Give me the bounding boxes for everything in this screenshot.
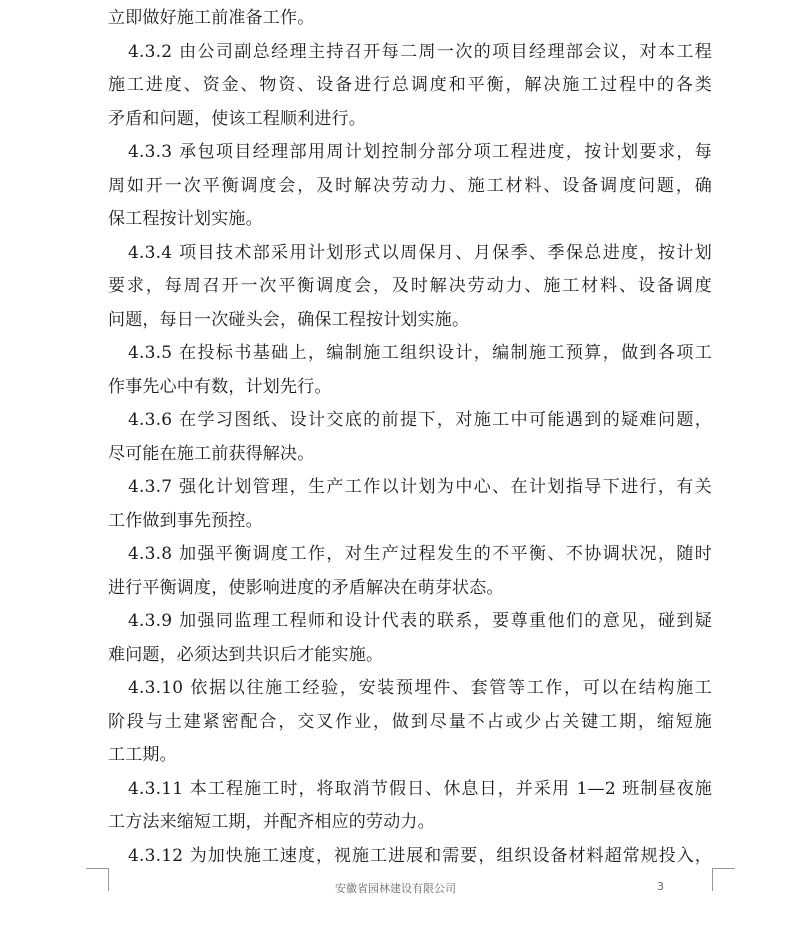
paragraph-line: 难问题，必须达到共识后才能实施。 — [108, 644, 384, 665]
paragraph-line: 4.3.7 强化计划管理，生产工作以计划为中心、在计划指导下进行，有关 — [128, 477, 712, 497]
paragraph-line: 4.3.2 由公司副总经理主持召开每二周一次的项目经理部会议，对本工程 — [128, 41, 712, 62]
paragraph-line: 工工期。 — [108, 745, 177, 765]
paragraph-line: 阶段与土建紧密配合，交叉作业，做到尽量不占或少占关键工期，缩短施 — [108, 711, 712, 732]
paragraph-line: 4.3.9 加强同监理工程师和设计代表的联系，要尊重他们的意见，碰到疑 — [128, 611, 712, 631]
page-footer — [0, 878, 793, 898]
paragraph-line: 4.3.10 依据以往施工经验，安装预埋件、套管等工作，可以在结构施工 — [128, 678, 712, 698]
paragraph-line: 矛盾和问题，使该工程顺利进行。 — [108, 108, 366, 129]
paragraph-line: 立即做好施工前准备工作。 — [108, 8, 315, 28]
paragraph-line: 4.3.3 承包项目经理部用周计划控制分部分项工程进度，按计划要求，每 — [128, 142, 712, 162]
paragraph-line: 工方法来缩短工期，并配齐相应的劳动力。 — [108, 812, 435, 832]
paragraph-line: 4.3.6 在学习图纸、设计交底的前提下，对施工中可能遇到的疑难问题， — [128, 410, 712, 430]
paragraph-line: 作事先心中有数，计划先行。 — [108, 376, 332, 397]
paragraph-line: 4.3.4 项目技术部采用计划形式以周保月、月保季、季保总进度，按计划 — [128, 242, 712, 263]
paragraph-line: 周如开一次平衡调度会，及时解决劳动力、施工材料、设备调度问题，确 — [108, 175, 712, 196]
paragraph-line: 4.3.11 本工程施工时，将取消节假日、休息日，并采用 1—2 班制昼夜施 — [128, 778, 712, 799]
paragraph-line: 4.3.5 在投标书基础上，编制施工组织设计，编制施工预算，做到各项工 — [128, 343, 712, 363]
page-number: 3 — [657, 880, 664, 893]
paragraph-line: 4.3.12 为加快施工速度，视施工进展和需要，组织设备材料超常规投入， — [128, 845, 712, 866]
paragraph-line: 工作做到事先预控。 — [108, 510, 263, 531]
document-body — [108, 0, 712, 873]
paragraph-line: 4.3.8 加强平衡调度工作，对生产过程发生的不平衡、不协调状况，随时 — [128, 544, 712, 564]
paragraph-line: 要求，每周召开一次平衡调度会，及时解决劳动力、施工材料、设备调度 — [108, 276, 712, 296]
paragraph-line: 施工进度、资金、物资、设备进行总调度和平衡，解决施工过程中的各类 — [108, 75, 712, 95]
paragraph-line: 问题，每日一次碰头会，确保工程按计划实施。 — [108, 309, 470, 330]
footer-company-name: 安徽省园林建设有限公司 — [335, 882, 456, 895]
paragraph-line: 保工程按计划实施。 — [108, 209, 263, 229]
paragraph-line: 尽可能在施工前获得解决。 — [108, 443, 315, 464]
paragraph-line: 进行平衡调度，使影响进度的矛盾解决在萌芽状态。 — [108, 577, 504, 598]
